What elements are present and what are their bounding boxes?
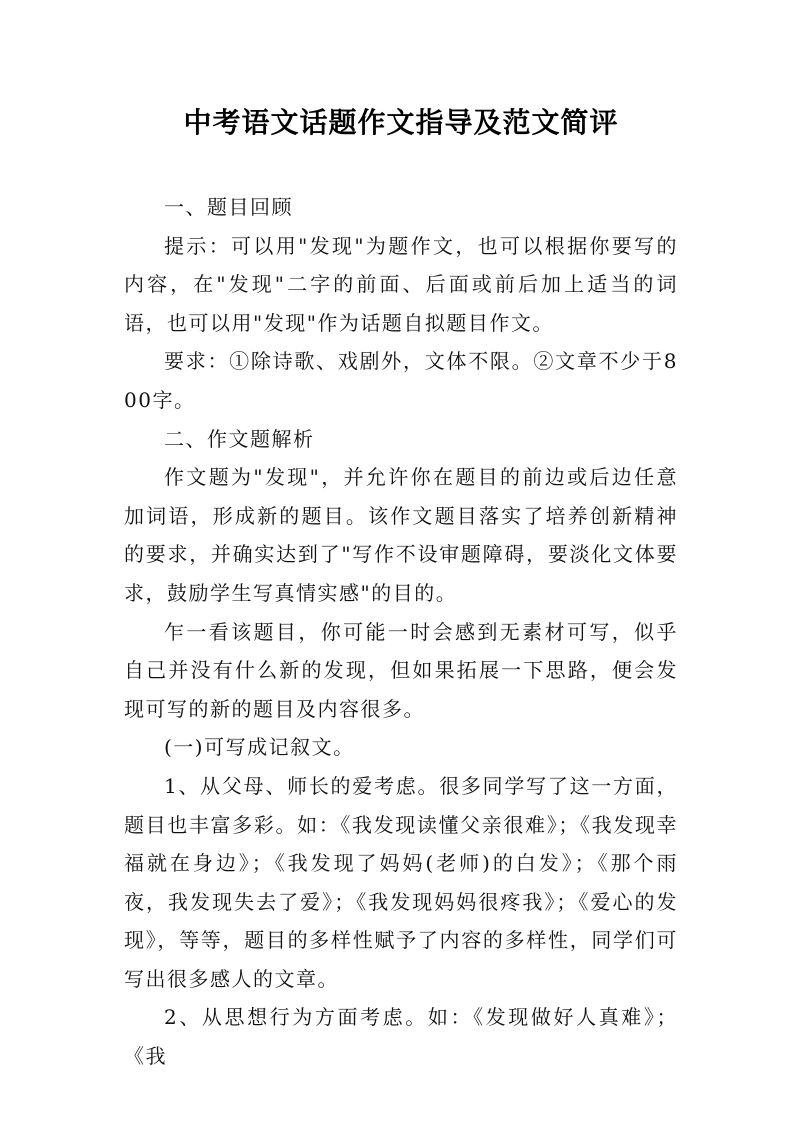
document-body	[124, 188, 678, 1076]
section-heading-analysis: 二、作文题解析	[164, 426, 315, 451]
analysis-paragraph: 作文题为"发现"，并允许你在题目的前边或后边任意加词语，形成新的题目。该作文题目落实了培养创新精神的要求，并确实达到了"写作不设审题障碍，要淡化文体要求，鼓励学生写真情实感"的目的。	[124, 465, 678, 605]
point-paragraph-1: 1、从父母、师长的爱考虑。很多同学写了这一方面，题目也丰富多彩。如：《我发现读懂父亲很难》；《我发现幸福就在身边》；《我发现了妈妈(老师)的白发》；《那个雨夜，我发现失去了爱》；《我发现妈妈很疼我》；《爱心的发现》，等等，题目的多样性赋予了内容的多样性，同学们可写出很多感人的文章。	[124, 773, 678, 991]
point-paragraph-2: 2、从思想行为方面考虑。如：《发现做好人真难》；《我	[124, 1005, 678, 1069]
requirements-paragraph: 要求：①除诗歌、戏剧外，文体不限。②文章不少于800字。	[124, 349, 678, 412]
document-title: 中考语文话题作文指导及范文简评	[183, 106, 619, 139]
prompt-paragraph: 提示：可以用"发现"为题作文，也可以根据你要写的内容，在"发现"二字的前面、后面或前后加上适当的词语，也可以用"发现"作为话题自拟题目作文。	[124, 233, 678, 335]
analysis-paragraph-2: 乍一看该题目，你可能一时会感到无素材可写，似乎自己并没有什么新的发现，但如果拓展一下思路，便会发现可写的新的题目及内容很多。	[124, 619, 678, 721]
section-heading-review: 一、题目回顾	[164, 195, 293, 219]
subsection-heading-narrative: (一)可写成记叙文。	[164, 735, 355, 760]
